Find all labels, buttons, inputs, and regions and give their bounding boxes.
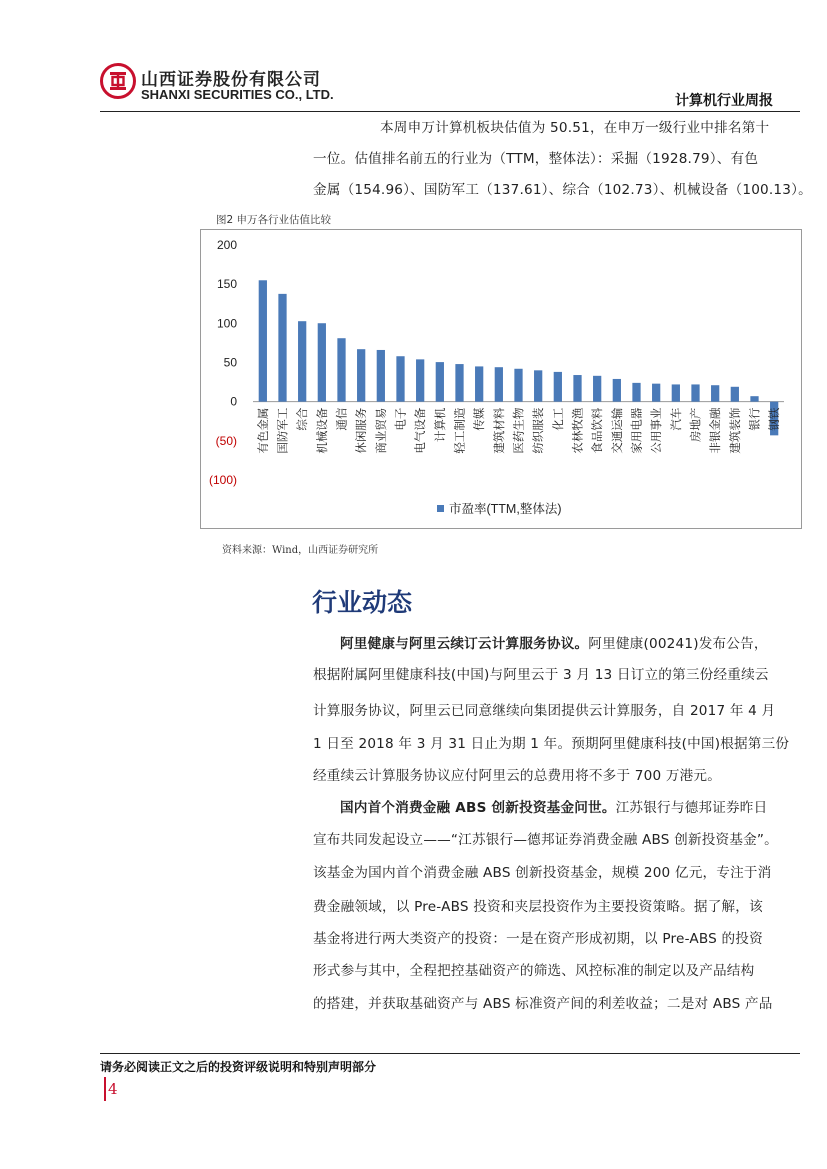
bar — [672, 384, 680, 401]
news-1-headline: 阿里健康与阿里云续订云计算服务协议。 — [340, 636, 589, 652]
bar — [259, 280, 267, 401]
x-category-label: 国防军工 — [275, 407, 290, 454]
news-2-line-2: 宣布共同发起设立——“江苏银行—德邦证券消费金融 ABS 创新投资基金”。 — [313, 832, 778, 848]
bar — [750, 396, 758, 401]
x-category-label: 化工 — [550, 407, 565, 431]
bar — [554, 372, 562, 402]
bar — [495, 367, 503, 401]
bar — [318, 323, 326, 401]
news-1-line-2: 根据附属阿里健康科技(中国)与阿里云于 3 月 13 日订立的第三份经重续云 — [313, 667, 769, 683]
x-category-label: 房地产 — [688, 407, 703, 443]
figure-title: 图2 申万各行业估值比较 — [216, 214, 332, 226]
y-tick-label: 150 — [216, 277, 237, 292]
valuation-chart-svg — [201, 230, 801, 528]
x-category-label: 农林牧渔 — [570, 407, 585, 454]
footer-disclaimer: 请务必阅读正文之后的投资评级说明和特别声明部分 — [100, 1060, 377, 1074]
x-category-label: 建筑材料 — [491, 407, 506, 454]
x-category-label: 通信 — [334, 407, 349, 431]
news-1-line-1 — [340, 635, 768, 654]
bar — [514, 369, 522, 402]
news-2-text: 江苏银行与德邦证券昨日 — [615, 800, 768, 816]
page-number: 4 — [108, 1080, 118, 1098]
news-2-line-3: 该基金为国内首个消费金融 ABS 创新投资基金，规模 200 亿元，专注于消 — [313, 865, 772, 881]
bar — [416, 359, 424, 401]
y-tick-label: (100) — [208, 473, 237, 487]
x-category-label: 非银金融 — [708, 407, 723, 454]
x-category-label: 机械设备 — [314, 407, 329, 454]
valuation-chart — [200, 229, 802, 529]
bar — [298, 321, 306, 401]
bar — [593, 376, 601, 402]
x-category-label: 医药生物 — [511, 407, 526, 454]
bar — [357, 349, 365, 401]
x-category-label: 计算机 — [432, 407, 447, 443]
news-1-line-4: 1 日至 2018 年 3 月 31 日止为期 1 年。预期阿里健康科技(中国)根据第三份 — [313, 736, 790, 752]
company-name-en: SHANXI SECURITIES CO., LTD. — [141, 87, 334, 102]
x-category-label: 食品饮料 — [590, 407, 605, 454]
header-divider — [100, 111, 800, 112]
intro-line-3: 金属（154.96）、国防军工（137.61）、综合（102.73）、机械设备（100.13）。 — [313, 182, 812, 198]
x-category-label: 轻工制造 — [452, 407, 467, 454]
intro-line-2: 一位。估值排名前五的行业为（TTM，整体法）：采掘（1928.79）、有色 — [313, 151, 759, 167]
x-category-label: 综合 — [295, 407, 310, 431]
figure-source: 资料来源：Wind，山西证券研究所 — [222, 545, 379, 556]
news-1-line-5: 经重续云计算服务协议应付阿里云的总费用将不多于 700 万港元。 — [313, 768, 722, 784]
y-tick-label: 50 — [223, 355, 237, 370]
news-2-headline: 国内首个消费金融 ABS 创新投资基金问世。 — [340, 800, 616, 816]
bar — [573, 375, 581, 402]
bar — [711, 385, 719, 401]
x-category-label: 电气设备 — [413, 407, 428, 454]
x-category-label: 传媒 — [472, 407, 487, 431]
bar — [436, 362, 444, 402]
report-title: 计算机行业周报 — [675, 93, 773, 109]
bar — [731, 387, 739, 402]
page-number-bar — [104, 1077, 106, 1101]
company-logo — [100, 63, 136, 99]
y-tick-label: (50) — [215, 433, 237, 448]
x-category-label: 钢铁 — [767, 407, 782, 431]
x-category-label: 电子 — [393, 407, 408, 431]
x-category-label: 商业贸易 — [373, 407, 388, 454]
section-title: 行业动态 — [312, 588, 413, 617]
news-1-line-3: 计算服务协议，阿里云已同意继续向集团提供云计算服务，自 2017 年 4 月 — [313, 703, 776, 719]
news-2-line-6: 形式参与其中，全程把控基础资产的筛选、风控标准的制定以及产品结构 — [313, 963, 755, 979]
intro-line-1: 本周申万计算机板块估值为 50.51，在申万一级行业中排名第十 — [380, 120, 770, 136]
bar — [632, 383, 640, 402]
company-name-cn: 山西证券股份有限公司 — [141, 70, 321, 90]
logo-seal-icon — [100, 63, 136, 99]
x-category-label: 家用电器 — [629, 407, 644, 454]
bar — [652, 384, 660, 402]
y-tick-label: 200 — [216, 238, 237, 252]
news-2-line-5: 基金将进行两大类资产的投资：一是在资产形成初期，以 Pre-ABS 的投资 — [313, 931, 763, 947]
x-category-label: 建筑装饰 — [727, 407, 742, 454]
x-category-label: 有色金属 — [255, 407, 270, 454]
news-2-line-7: 的搭建，并获取基础资产与 ABS 标准资产间的利差收益；二是对 ABS 产品 — [313, 996, 773, 1012]
news-2-line-1 — [340, 799, 767, 818]
news-2-line-4: 费金融领域，以 Pre-ABS 投资和夹层投资作为主要投资策略。据了解，该 — [313, 899, 763, 915]
x-category-label: 休闲服务 — [354, 407, 369, 454]
bar — [475, 366, 483, 401]
x-category-label: 公用事业 — [649, 407, 664, 454]
bar — [534, 370, 542, 401]
x-category-label: 银行 — [747, 407, 762, 431]
x-category-label: 交通运输 — [609, 407, 624, 454]
bar — [377, 350, 385, 402]
footer-divider — [100, 1053, 800, 1054]
x-category-label: 汽车 — [668, 407, 683, 431]
legend-label: 市盈率(TTM,整体法) — [449, 502, 562, 516]
bar — [396, 356, 404, 401]
y-tick-label: 100 — [216, 316, 237, 331]
x-category-label: 纺织服装 — [531, 407, 546, 454]
legend-swatch — [437, 505, 444, 512]
bar — [278, 294, 286, 402]
bar — [337, 338, 345, 401]
bar — [613, 379, 621, 402]
bar — [455, 364, 463, 402]
bar — [691, 384, 699, 401]
news-1-text: 阿里健康(00241)发布公告， — [588, 636, 768, 652]
y-tick-label: 0 — [230, 394, 237, 409]
